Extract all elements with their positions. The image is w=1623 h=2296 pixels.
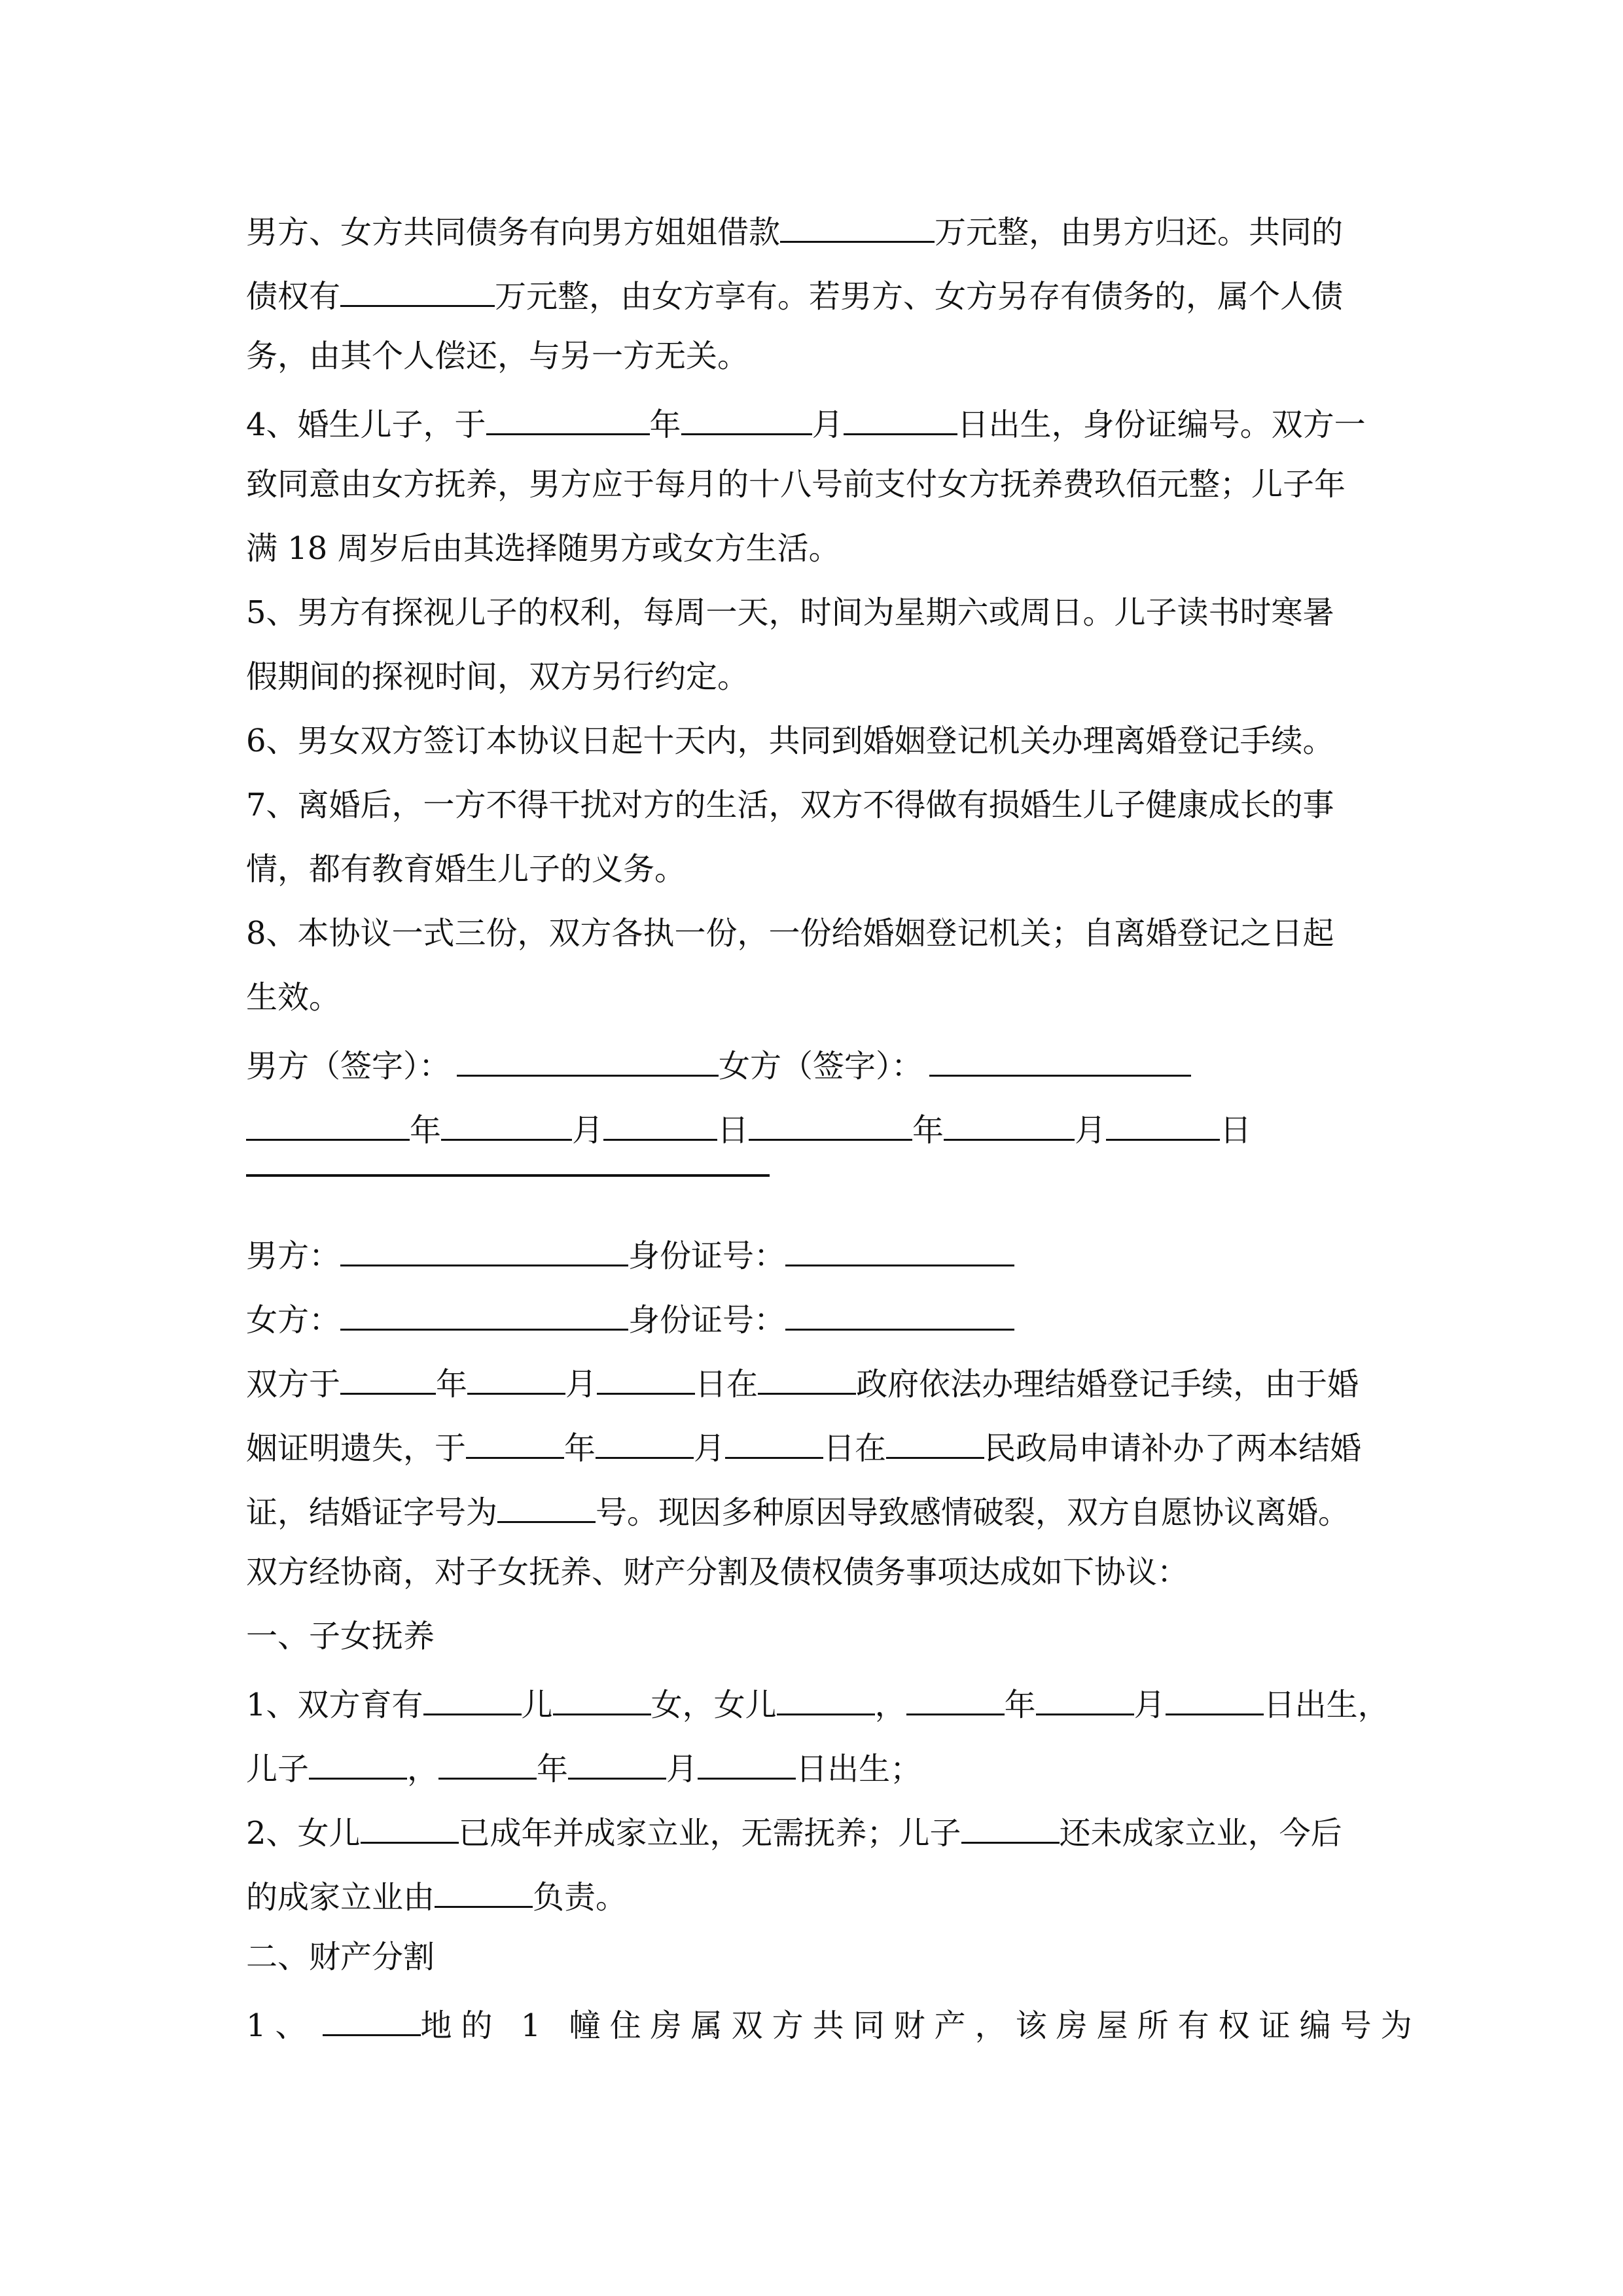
text-line: 5、男方有探视儿子的权利，每周一天，时间为星期六或周日。儿子读书时寒暑 <box>246 594 1334 631</box>
blank-field[interactable] <box>340 272 495 307</box>
blank-field[interactable] <box>886 1424 984 1459</box>
blank-field[interactable] <box>961 1809 1060 1844</box>
blank-field[interactable] <box>1166 1681 1264 1715</box>
text-line: 1、 地的 1 幢住房属双方共同财产，该房屋所有权证编号为 <box>246 2001 1421 2045</box>
text-line: 假期间的探视时间，双方另行约定。 <box>246 658 749 695</box>
blank-field[interactable] <box>681 401 812 435</box>
blank-field[interactable] <box>1036 1681 1134 1715</box>
text-line: 双方于 年 月 日在 政府依法办理结婚登记手续，由于婚 <box>246 1360 1359 1404</box>
blank-field[interactable] <box>906 1681 1005 1715</box>
blank-field[interactable] <box>435 1873 533 1908</box>
blank-field[interactable] <box>361 1809 459 1844</box>
blank-field[interactable] <box>780 208 935 243</box>
date-line: 年 月 日 年 月 日 <box>246 1106 1251 1150</box>
text-line: 情，都有教育婚生儿子的义务。 <box>246 851 687 888</box>
text-line: 6、男女双方签订本协议日起十天内，共同到婚姻登记机关办理离婚登记手续。 <box>246 723 1334 759</box>
blank-field[interactable] <box>466 1424 564 1459</box>
male-name-field[interactable] <box>340 1232 628 1266</box>
section-heading: 二、财产分割 <box>246 1939 435 1975</box>
text-line: 4、婚生儿子，于 年 月 日出生，身份证编号。双方一 <box>246 401 1366 444</box>
text-line: 双方经协商，对子女抚养、财产分割及债权债务事项达成如下协议： <box>246 1554 1189 1590</box>
blank-field[interactable] <box>323 2001 421 2036</box>
blank-field[interactable] <box>497 1488 596 1523</box>
blank-field[interactable] <box>486 401 650 435</box>
blank-field[interactable] <box>749 1106 912 1141</box>
blank-field[interactable] <box>438 1745 537 1780</box>
text-line: 致同意由女方抚养，男方应于每月的十八号前支付女方抚养费玖佰元整；儿子年 <box>246 466 1346 503</box>
blank-field[interactable] <box>441 1106 572 1141</box>
text-line: 务，由其个人偿还，与另一方无关。 <box>246 338 749 374</box>
blank-field[interactable] <box>596 1424 694 1459</box>
text-line: 儿子 ， 年 月 日出生； <box>246 1745 921 1789</box>
male-id-field[interactable] <box>785 1232 1014 1266</box>
female-signature-field[interactable] <box>929 1042 1191 1077</box>
blank-field[interactable] <box>758 1360 856 1395</box>
blank-field[interactable] <box>777 1681 875 1715</box>
text-line: 1、双方育有 儿 女，女儿 ， 年 月 日出生， <box>246 1681 1389 1725</box>
text-line: 的成家立业由 负责。 <box>246 1873 627 1917</box>
blank-field[interactable] <box>698 1745 796 1780</box>
blank-field[interactable] <box>725 1424 823 1459</box>
section-heading: 一、子女抚养 <box>246 1618 435 1655</box>
text-line: 债权有 万元整，由女方享有。若男方、女方另存有债务的，属个人债 <box>246 272 1343 316</box>
blank-field[interactable] <box>423 1681 522 1715</box>
separator-line <box>246 1174 770 1177</box>
text-line: 证，结婚证字号为 号。现因多种原因导致感情破裂，双方自愿协议离婚。 <box>246 1488 1349 1532</box>
text-line: 2、女儿 已成年并成家立业，无需抚养；儿子 还未成家立业，今后 <box>246 1809 1342 1853</box>
text-line: 满 18 周岁后由其选择随男方或女方生活。 <box>246 530 840 567</box>
text-line: 女方： 身份证号： <box>246 1296 1014 1340</box>
text-line: 7、离婚后，一方不得干扰对方的生活，双方不得做有损婚生儿子健康成长的事 <box>246 787 1334 823</box>
blank-field[interactable] <box>844 401 957 435</box>
text-line: 生效。 <box>246 979 341 1016</box>
blank-field[interactable] <box>340 1360 436 1395</box>
blank-field[interactable] <box>553 1681 651 1715</box>
female-name-field[interactable] <box>340 1296 628 1331</box>
signature-line: 男方（签字）： 女方（签字）： <box>246 1042 1191 1086</box>
blank-field[interactable] <box>467 1360 565 1395</box>
male-signature-field[interactable] <box>457 1042 719 1077</box>
text-line: 男方： 身份证号： <box>246 1232 1014 1276</box>
blank-field[interactable] <box>603 1106 717 1141</box>
blank-field[interactable] <box>568 1745 666 1780</box>
text-line: 8、本协议一式三份，双方各执一份，一份给婚姻登记机关；自离婚登记之日起 <box>246 915 1334 952</box>
blank-field[interactable] <box>944 1106 1075 1141</box>
blank-field[interactable] <box>246 1106 410 1141</box>
text-line: 男方、女方共同债务有向男方姐姐借款 万元整，由男方归还。共同的 <box>246 208 1343 252</box>
text-line: 姻证明遗失，于 年 月 日在 民政局申请补办了两本结婚 <box>246 1424 1361 1468</box>
blank-field[interactable] <box>1106 1106 1220 1141</box>
female-id-field[interactable] <box>785 1296 1014 1331</box>
blank-field[interactable] <box>309 1745 407 1780</box>
blank-field[interactable] <box>597 1360 695 1395</box>
